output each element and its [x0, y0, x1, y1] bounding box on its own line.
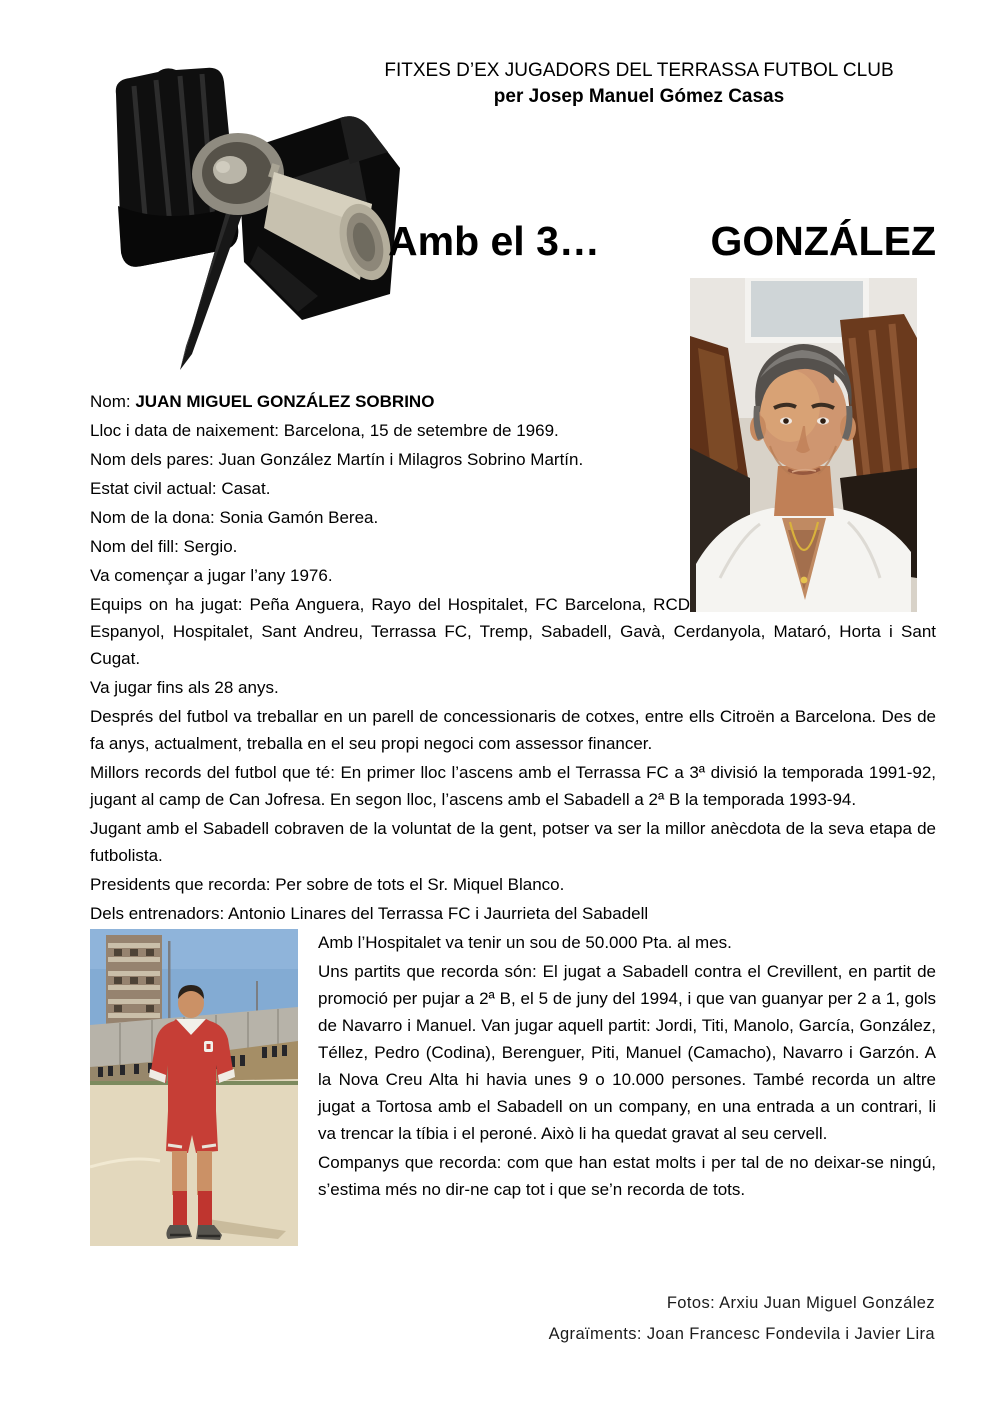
field-matches: Uns partits que recorda són: El jugat a Sabadell contra el Crevillent, en partit de promoció per pujar a 2ª B, el 5 de juny del 1994, i que van guanyar per 2 a 1, gols de Navarro i Manuel. Van jugar aquell partit: Jordi, Titi, Manolo, García, González, Téllez, Pedro (Codina), Berenguer, Piti, Manuel (Camacho), Navarro i Garzón. A la Nova Creu Alta hi havia unes 9 o 10.000 persones. També recorda un altre jugat a Tortosa amb el Sabadell on un company, en una entrada a un contrari, li va trencar la tíbia i el peroné. Això li ha quedat gravat al seu cervell.	[318, 962, 936, 1143]
field-anecdote: Jugant amb el Sabadell cobraven de la voluntat de la gent, potser va ser la millor anècdota de la seva etapa de futbolista.	[90, 819, 936, 865]
header-title: FITXES D’EX JUGADORS DEL TERRASSA FUTBOL CLUB	[384, 60, 894, 81]
field-son: Nom del fill: Sergio.	[90, 537, 238, 556]
profile-text	[90, 388, 936, 1269]
field-coaches: Dels entrenadors: Antonio Linares del Terrassa FC i Jaurrieta del Sabadell	[90, 904, 649, 923]
field-after-football: Després del futbol va treballar en un parell de concessionaris de cotxes, entre ells Citroën a Barcelona. Des de fa anys, actualment, treballa en el seu propi negoci com assessor financer.	[90, 707, 936, 753]
field-start-year: Va començar a jugar l’any 1976.	[90, 566, 333, 585]
title-number: Amb el 3…	[388, 218, 600, 264]
field-parents: Nom dels pares: Juan González Martín i Milagros Sobrino Martín.	[90, 450, 584, 469]
field-presidents: Presidents que recorda: Per sobre de tots el Sr. Miquel Blanco.	[90, 875, 565, 894]
credit-thanks: Agraïments: Joan Francesc Fondevila i Javier Lira	[548, 1325, 935, 1343]
title-surname: GONZÁLEZ	[710, 218, 936, 264]
player-photo	[90, 929, 298, 1246]
field-wife: Nom de la dona: Sonia Gamón Berea.	[90, 508, 379, 527]
field-marital-status: Estat civil actual: Casat.	[90, 479, 271, 498]
field-teams: Equips on ha jugat: Peña Anguera, Rayo del Hospitalet, FC Barcelona, RCD Espanyol, Hospitalet, Sant Andreu, Terrassa FC, Tremp, Sabadell, Gavà, Cerdanyola, Mataró, Horta i Sant Cugat.	[90, 595, 936, 668]
header-byline: per Josep Manuel Gómez Casas	[493, 86, 785, 107]
field-birth: Lloc i data de naixement: Barcelona, 15 de setembre de 1969.	[90, 421, 559, 440]
field-retired-age: Va jugar fins als 28 anys.	[90, 678, 279, 697]
field-teammates: Companys que recorda: com que han estat molts i per tal de no deixar-se ningú, s’estima més no dir-ne cap tot i que se’n recorda de tots.	[318, 1153, 936, 1199]
credit-photos: Fotos: Arxiu Juan Miguel González	[666, 1294, 935, 1312]
credits	[549, 1288, 935, 1350]
field-name-label: Nom:	[90, 392, 136, 411]
field-name-value: JUAN MIGUEL GONZÁLEZ SOBRINO	[135, 392, 435, 411]
document-header	[336, 58, 942, 110]
field-salary: Amb l’Hospitalet va tenir un sou de 50.000 Pta. al mes.	[318, 933, 732, 952]
page-title	[388, 218, 936, 265]
portrait-wrap-spacer	[690, 388, 936, 616]
player-photo-block	[90, 929, 318, 1269]
field-best-memories: Millors records del futbol que té: En primer lloc l’ascens amb el Terrassa FC a 3ª divisió la temporada 1991-92, jugant al camp de Can Jofresa. En segon lloc, l’ascens amb el Sabadell a 2ª B la temporada 1993-94.	[90, 763, 936, 809]
